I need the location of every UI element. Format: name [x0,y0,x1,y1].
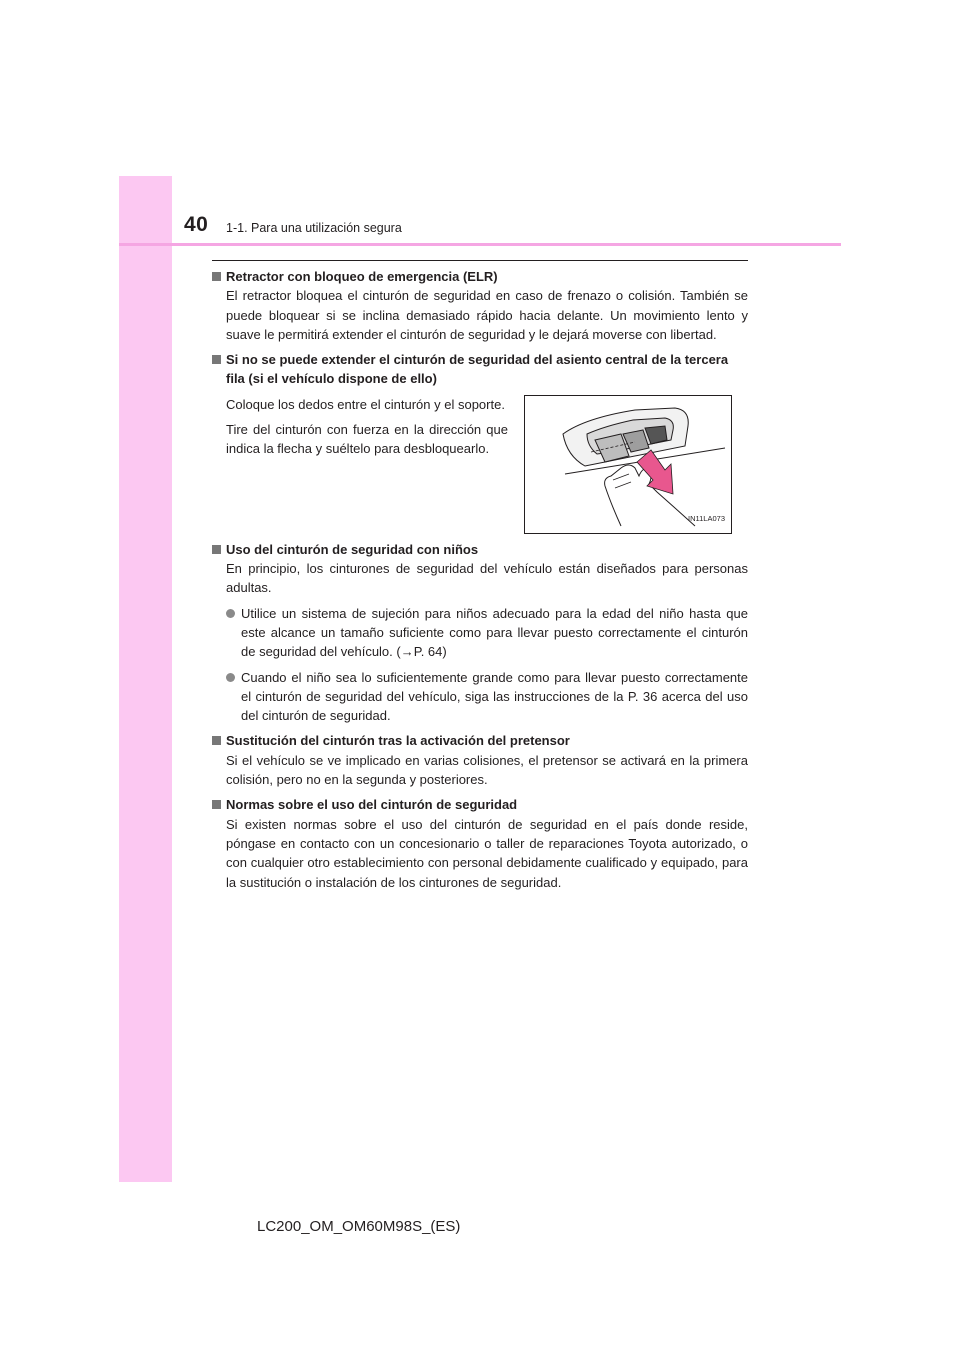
section-children [212,540,748,726]
square-bullet-icon [212,355,221,364]
instruction-step: Tire del cinturón con fuerza en la dirección que indica la flecha y suéltelo para desbloquearlo. [226,422,508,457]
list-item: Cuando el niño sea lo suficientemente grande como para llevar puesto correctamente el cinturón de seguridad del vehículo, siga las instrucciones de la P. 36 acerca del uso del cinturón de seguridad. [226,668,748,726]
circle-bullet-icon [226,609,235,618]
belt-release-illustration [524,395,732,534]
section-title: 1-1. Para una utilización segura [226,221,402,235]
page-content [212,267,748,898]
figure-code: IN11LA073 [688,514,725,524]
square-bullet-icon [212,545,221,554]
section-third-row-belt [212,350,748,534]
section-heading: Uso del cinturón de seguridad con niños [212,540,748,559]
figure-instructions [226,395,508,459]
instruction-step: Coloque los dedos entre el cinturón y el soporte. [226,396,505,412]
figure-row [226,395,748,534]
section-body: En principio, los cinturones de seguridad del vehículo están diseñados para personas adultas. [226,561,748,596]
square-bullet-icon [212,800,221,809]
section-pretensioner [212,731,748,789]
square-bullet-icon [212,272,221,281]
page-number: 40 [184,213,209,236]
header-rule [119,243,841,246]
section-body: Si existen normas sobre el uso del cinturón de seguridad en el país donde reside, póngase en contacto con un concesionario o taller de reparaciones Toyota autorizado, o con cualquier otro establecimiento con personal debidamente cualificado y equipado, para la sustitución o instalación de los cinturones de seguridad. [226,816,748,890]
section-heading: Normas sobre el uso del cinturón de seguridad [212,795,748,814]
section-regulations [212,795,748,891]
section-heading: Retractor con bloqueo de emergencia (ELR) [212,267,748,286]
section-body: Si el vehículo se ve implicado en varias colisiones, el pretensor se activará en la primera colisión, pero no en la segunda y posteriores. [226,752,748,788]
circle-bullet-icon [226,673,235,682]
section-elr [212,267,748,344]
section-heading: Si no se puede extender el cinturón de seguridad del asiento central de la tercera fila (si el vehículo dispone de ello) [212,350,748,389]
document-code: LC200_OM_OM60M98S_(ES) [257,1218,461,1235]
square-bullet-icon [212,736,221,745]
content-divider [212,260,748,261]
section-heading: Sustitución del cinturón tras la activación del pretensor [212,731,748,750]
list-item: Utilice un sistema de sujeción para niños adecuado para la edad del niño hasta que este alcance un tamaño suficiente como para llevar puesto correctamente el cinturón de seguridad del vehículo. (→P. 64) [226,604,748,662]
side-color-band [119,176,172,1182]
section-body: El retractor bloquea el cinturón de seguridad en caso de frenazo o colisión. También se puede bloquear si se inclina demasiado rápido hacia delante. Un movimiento lento y suave le permitirá extender el cinturón de seguridad y le dejará moverse con libertad. [226,288,748,342]
